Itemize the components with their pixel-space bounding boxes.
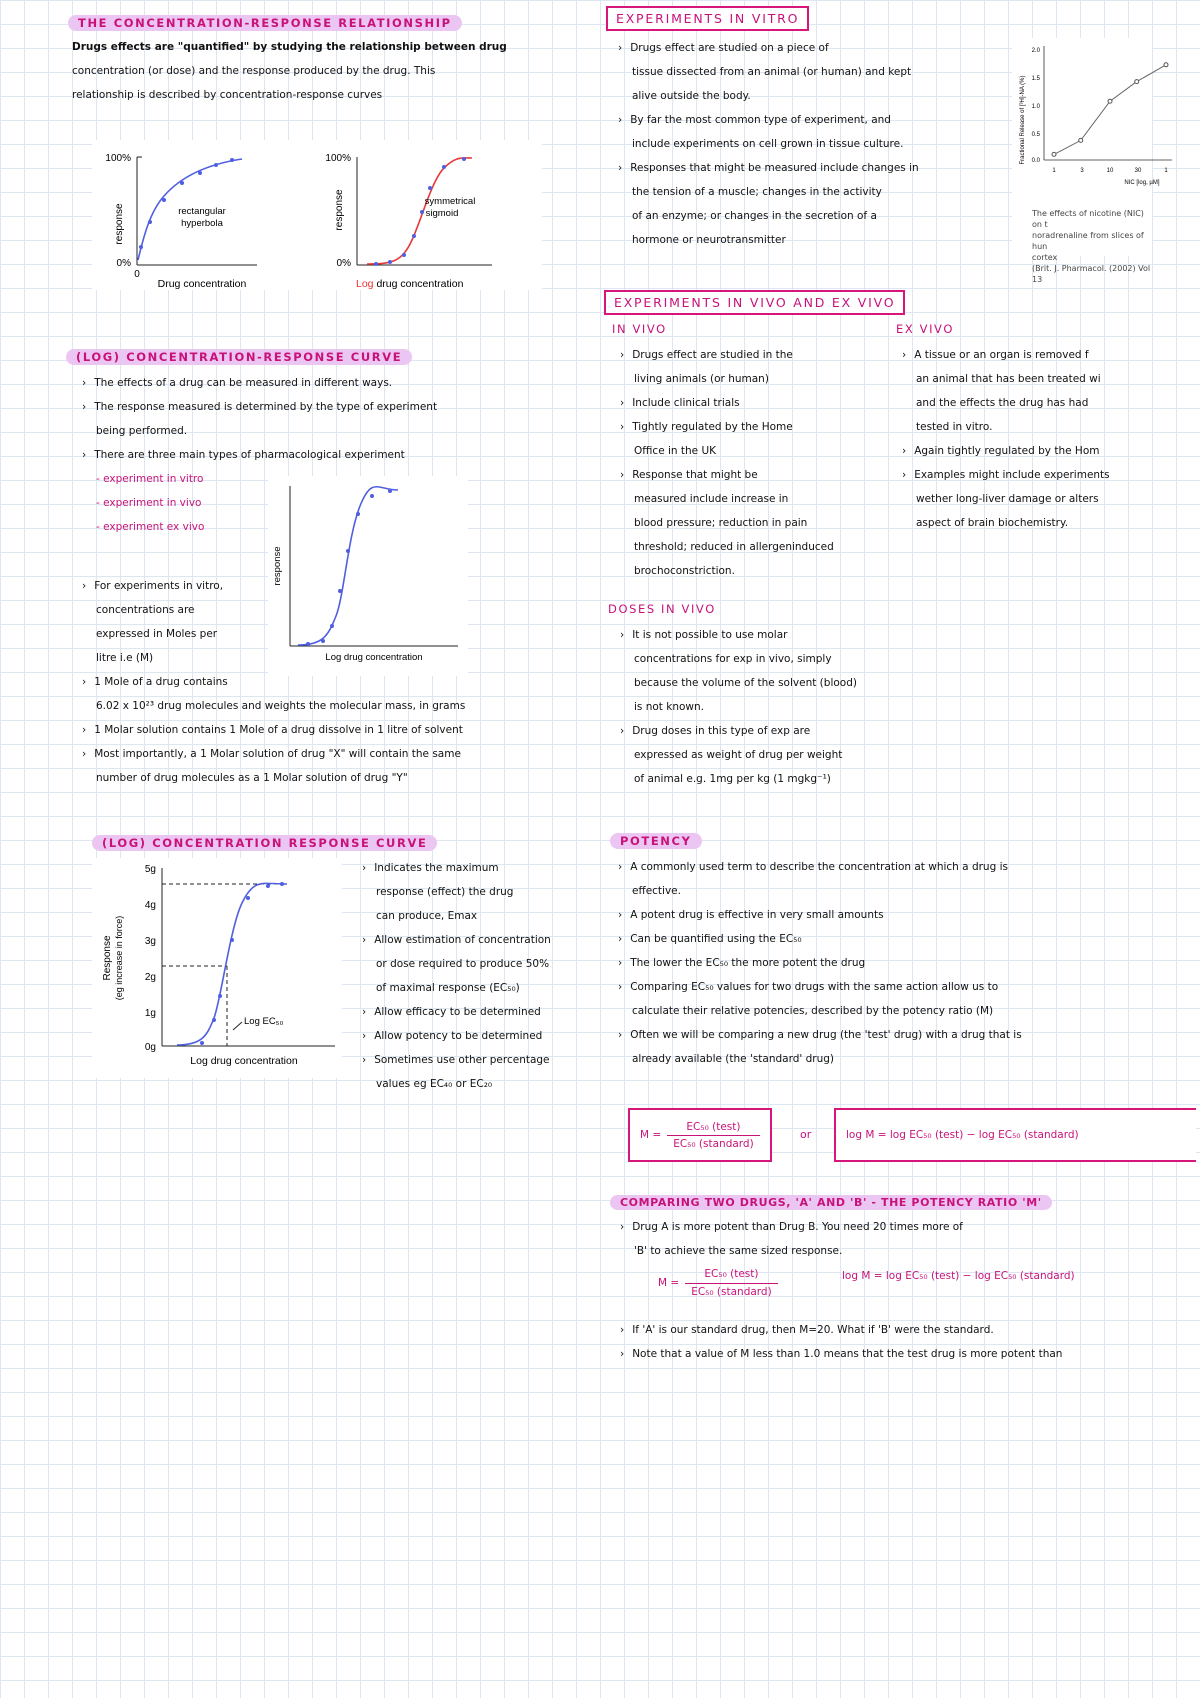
y-tick: 5g <box>144 864 156 875</box>
bullet-cont: of maximal response (EC₅₀) <box>376 982 520 994</box>
bullet-cont: can produce, Emax <box>376 910 478 922</box>
ec50-figure <box>92 858 342 1078</box>
y-axis-label: response <box>272 546 283 586</box>
y-tick: 2g <box>144 972 156 983</box>
bullet-cont: aspect of brain biochemistry. <box>916 517 1069 529</box>
data-point <box>1164 63 1168 67</box>
bullet-item: › Tightly regulated by the Home <box>620 421 793 433</box>
y-bottom-label: 0% <box>116 258 131 269</box>
x-ticks <box>1052 168 1168 174</box>
formula-m: M = <box>640 1129 662 1141</box>
y-axis-label: Fractional Release of [³H]-NA (%) <box>1020 75 1026 165</box>
section-heading-log-curve <box>66 346 412 365</box>
bullet-item: › Drug doses in this type of exp are <box>620 725 811 737</box>
bullet-cont: blood pressure; reduction in pain <box>634 517 808 529</box>
x-tick: 1 <box>1052 168 1056 174</box>
y-tick: 4g <box>144 900 156 911</box>
series-line <box>1054 65 1166 155</box>
caption-line: noradrenaline from slices of hun <box>1032 231 1144 251</box>
y-axis-label: response <box>334 189 345 231</box>
heading-label: EXPERIMENTS IN VITRO <box>606 6 809 31</box>
bullet-item: › Most importantly, a 1 Molar solution of drug "X" will contain the same <box>82 748 461 760</box>
curve-comparison-figure <box>92 140 542 290</box>
bullet-cont: effective. <box>632 885 681 897</box>
heading-label: THE CONCENTRATION-RESPONSE RELATIONSHIP <box>68 15 462 31</box>
curve-label-2: sigmoid <box>425 208 459 219</box>
bullet-cont: concentrations for exp in vivo, simply <box>634 653 832 665</box>
doses-notes <box>620 623 857 791</box>
heading-label: EXPERIMENTS IN VIVO AND EX VIVO <box>604 290 905 315</box>
x-axis-label: Log drug concentration <box>356 278 464 290</box>
bullet-item: › A commonly used term to describe the concentration at which a drug is <box>618 861 1008 873</box>
bullet-item: › It is not possible to use molar <box>620 629 788 641</box>
y-axis-sublabel: (eg increase in force) <box>114 915 124 1001</box>
y-tick: 0g <box>144 1042 156 1053</box>
bullet-cont: brochoconstriction. <box>634 565 735 577</box>
potency-notes <box>618 855 1022 1071</box>
type-item: - experiment in vivo <box>96 497 202 509</box>
bullet-cont: being performed. <box>96 425 188 437</box>
log-potency-formula <box>834 1108 1196 1162</box>
section-heading-in-vitro <box>606 6 809 31</box>
y-tick: 1.0 <box>1031 104 1040 110</box>
bullet-cont: litre i.e (M) <box>96 652 154 664</box>
y-top-label: 100% <box>105 153 131 164</box>
bullet-cont: Office in the UK <box>634 445 717 457</box>
y-tick: 3g <box>144 936 156 947</box>
x-axis-label: Drug concentration <box>157 278 247 290</box>
intro-paragraph <box>72 35 507 107</box>
x-axis-label: Log drug concentration <box>190 1055 298 1067</box>
data-point <box>1052 152 1056 156</box>
section-heading-concentration-response <box>68 12 462 31</box>
ec50-notes <box>362 856 551 1096</box>
bullet-cont: threshold; reduced in allergeninduced <box>634 541 834 553</box>
y-top-label: 100% <box>325 153 351 164</box>
y-tick: 0.0 <box>1031 158 1040 164</box>
nicotine-figure <box>1012 38 1168 284</box>
y-axis-label: response <box>114 203 125 245</box>
curve-label-2: hyperbola <box>181 218 223 229</box>
bullet-item: › Indicates the maximum <box>362 862 499 874</box>
x-zero-label: 0 <box>134 269 140 280</box>
section-heading-log-curve-2 <box>92 832 437 851</box>
figure-caption <box>1032 208 1152 285</box>
bullet-cont: is not known. <box>634 701 704 713</box>
doses-title: DOSES IN VIVO <box>608 602 716 616</box>
bullet-item: › If 'A' is our standard drug, then M=20. What if 'B' were the standard. <box>620 1324 994 1336</box>
y-ticks <box>145 864 156 1053</box>
formula-m: M = <box>658 1277 680 1289</box>
x-tick: 10 <box>1106 168 1114 174</box>
in-vivo-title: IN VIVO <box>612 322 667 336</box>
text-line: Drugs effects are "quantified" by studying the relationship between drug <box>72 41 507 53</box>
or-label: or <box>800 1128 812 1141</box>
data-point <box>1135 80 1139 84</box>
ex-vivo-notes <box>902 343 1200 535</box>
x-tick: 3 <box>1080 168 1084 174</box>
bullet-item: › Allow efficacy to be determined <box>362 1006 541 1018</box>
in-vitro-notes <box>618 36 919 252</box>
y-bottom-label: 0% <box>336 258 351 269</box>
bullet-cont: 'B' to achieve the same sized response. <box>634 1245 843 1257</box>
nicotine-chart <box>1012 38 1172 208</box>
data-point <box>1108 99 1112 103</box>
y-tick: 1g <box>144 1008 156 1019</box>
data-point <box>1079 138 1083 142</box>
bullet-item: › A potent drug is effective in very small amounts <box>618 909 884 921</box>
section-heading-in-vivo-ex-vivo <box>604 290 905 315</box>
type-item: - experiment ex vivo <box>96 521 205 533</box>
caption-line: (Brit. J. Pharmacol. (2002) Vol 13 <box>1032 264 1151 284</box>
bullet-item: › A tissue or an organ is removed f <box>902 349 1089 361</box>
compare-log-formula: log M = log EC₅₀ (test) − log EC₅₀ (standard) <box>842 1270 1075 1282</box>
bullet-item: › The response measured is determined by the type of experiment <box>82 401 438 413</box>
heading-label: (LOG) CONCENTRATION RESPONSE CURVE <box>92 835 437 851</box>
potency-ratio-formula <box>628 1108 772 1162</box>
in-vivo-notes <box>620 343 834 583</box>
formula-denominator: EC₅₀ (standard) <box>673 1137 754 1150</box>
bullet-item: › Drugs effect are studied on a piece of <box>618 42 829 54</box>
bullet-cont: expressed in Moles per <box>96 628 218 640</box>
bullet-item: › Sometimes use other percentage <box>362 1054 550 1066</box>
bullet-cont: alive outside the body. <box>632 90 751 102</box>
compare-ratio-formula <box>658 1268 778 1298</box>
bullet-cont: and the effects the drug has had <box>916 397 1089 409</box>
curve-comparison-svg <box>92 140 542 290</box>
y-tick: 1.5 <box>1031 76 1040 82</box>
bullet-item: › Drug A is more potent than Drug B. You need 20 times more of <box>620 1221 963 1233</box>
bullet-item: › For experiments in vitro, <box>82 580 224 592</box>
text-line: relationship is described by concentration-response curves <box>72 89 383 101</box>
bullet-item: › Allow estimation of concentration <box>362 934 551 946</box>
formula-fraction <box>685 1268 778 1298</box>
formula-fraction <box>667 1121 760 1150</box>
x-axis-label: Log drug concentration <box>325 652 423 663</box>
bullet-cont: already available (the 'standard' drug) <box>632 1053 835 1065</box>
bullet-item: › By far the most common type of experiment, and <box>618 114 891 126</box>
formula-numerator: EC₅₀ (test) <box>667 1121 760 1136</box>
curve-label-1: symmetrical <box>424 196 476 207</box>
log-curve <box>298 487 398 645</box>
bullet-cont: living animals (or human) <box>634 373 769 385</box>
formula-text: log M = log EC₅₀ (test) − log EC₅₀ (standard) <box>846 1129 1079 1141</box>
log-curve-figure <box>268 476 468 676</box>
bullet-cont: measured include increase in <box>634 493 789 505</box>
section-heading-comparing <box>610 1191 1052 1210</box>
formula-numerator: EC₅₀ (test) <box>685 1268 778 1284</box>
bullet-cont: or dose required to produce 50% <box>376 958 550 970</box>
bullet-cont: wether long-liver damage or alters <box>916 493 1099 505</box>
bullet-cont: concentrations are <box>96 604 195 616</box>
hyperbola-points <box>139 158 234 249</box>
bullet-cont: of an enzyme; or changes in the secretion of a <box>632 210 877 222</box>
bullet-item: › Include clinical trials <box>620 397 740 409</box>
bullet-item: › Note that a value of M less than 1.0 means that the test drug is more potent than <box>620 1348 1063 1360</box>
x-tick: 1 <box>1164 168 1168 174</box>
bullet-item: › 1 Mole of a drug contains <box>82 676 228 688</box>
bullet-item: › 1 Molar solution contains 1 Mole of a drug dissolve in 1 litre of solvent <box>82 724 463 736</box>
bullet-cont: expressed as weight of drug per weight <box>634 749 843 761</box>
bullet-item: › There are three main types of pharmacological experiment <box>82 449 405 461</box>
x-axis-label: NIC [log, µM] <box>1124 180 1160 186</box>
curve-label-1: rectangular <box>178 206 226 217</box>
caption-line: The effects of nicotine (NIC) on t <box>1032 209 1144 229</box>
bullet-cont: values eg EC₄₀ or EC₂₀ <box>376 1078 493 1090</box>
bullet-cont: the tension of a muscle; changes in the activity <box>632 186 882 198</box>
nicotine-series <box>1052 63 1168 157</box>
bullet-item: › Response that might be <box>620 469 758 481</box>
ec50-svg <box>92 858 342 1078</box>
y-axis-label: Response <box>102 935 113 981</box>
bullet-item: › Comparing EC₅₀ values for two drugs with the same action allow us to <box>618 981 999 993</box>
section-heading-potency <box>610 830 702 849</box>
heading-label: (LOG) CONCENTRATION-RESPONSE CURVE <box>66 349 412 365</box>
caption-line: cortex <box>1032 253 1058 262</box>
bullet-item: › Examples might include experiments <box>902 469 1110 481</box>
bullet-cont: calculate their relative potencies, described by the potency ratio (M) <box>632 1005 994 1017</box>
text-line: concentration (or dose) and the response produced by the drug. This <box>72 65 436 77</box>
heading-label: POTENCY <box>610 833 702 849</box>
compare-notes <box>620 1215 963 1263</box>
bullet-cont: 6.02 x 10²³ drug molecules and weights the molecular mass, in grams <box>96 700 466 712</box>
compare-notes-2 <box>620 1318 1180 1366</box>
y-tick: 2.0 <box>1031 48 1040 54</box>
bullet-cont: tested in vitro. <box>916 421 993 433</box>
ec50-annotation: Log EC₅₀ <box>244 1016 284 1027</box>
log-curve-svg <box>268 476 468 676</box>
bullet-cont: of animal e.g. 1mg per kg (1 mgkg⁻¹) <box>634 773 831 785</box>
heading-label: COMPARING TWO DRUGS, 'A' AND 'B' - THE POTENCY RATIO 'M' <box>610 1195 1052 1210</box>
bullet-cont: response (effect) the drug <box>376 886 514 898</box>
x-tick: 30 <box>1134 168 1142 174</box>
y-ticks <box>1032 48 1041 164</box>
bullet-cont: tissue dissected from an animal (or human) and kept <box>632 66 912 78</box>
ex-vivo-title: EX VIVO <box>896 322 954 336</box>
bullet-item: › Responses that might be measured include changes in <box>618 162 919 174</box>
bullet-cont: because the volume of the solvent (blood) <box>634 677 857 689</box>
bullet-cont: include experiments on cell grown in tissue culture. <box>632 138 904 150</box>
bullet-cont: number of drug molecules as a 1 Molar solution of drug "Y" <box>96 772 408 784</box>
bullet-item: › Often we will be comparing a new drug (the 'test' drug) with a drug that is <box>618 1029 1022 1041</box>
bullet-item: › Allow potency to be determined <box>362 1030 543 1042</box>
y-tick: 0.5 <box>1031 132 1040 138</box>
type-item: - experiment in vitro <box>96 473 204 485</box>
bullet-cont: hormone or neurotransmitter <box>632 234 786 246</box>
log-curve-points <box>306 489 392 646</box>
bullet-item: › Can be quantified using the EC₅₀ <box>618 933 802 945</box>
bullet-item: › Drugs effect are studied in the <box>620 349 793 361</box>
bullet-item: › The effects of a drug can be measured in different ways. <box>82 377 393 389</box>
bullet-item: › The lower the EC₅₀ the more potent the drug <box>618 957 866 969</box>
bullet-item: › Again tightly regulated by the Hom <box>902 445 1100 457</box>
formula-denominator: EC₅₀ (standard) <box>691 1286 772 1298</box>
bullet-cont: an animal that has been treated wi <box>916 373 1101 385</box>
